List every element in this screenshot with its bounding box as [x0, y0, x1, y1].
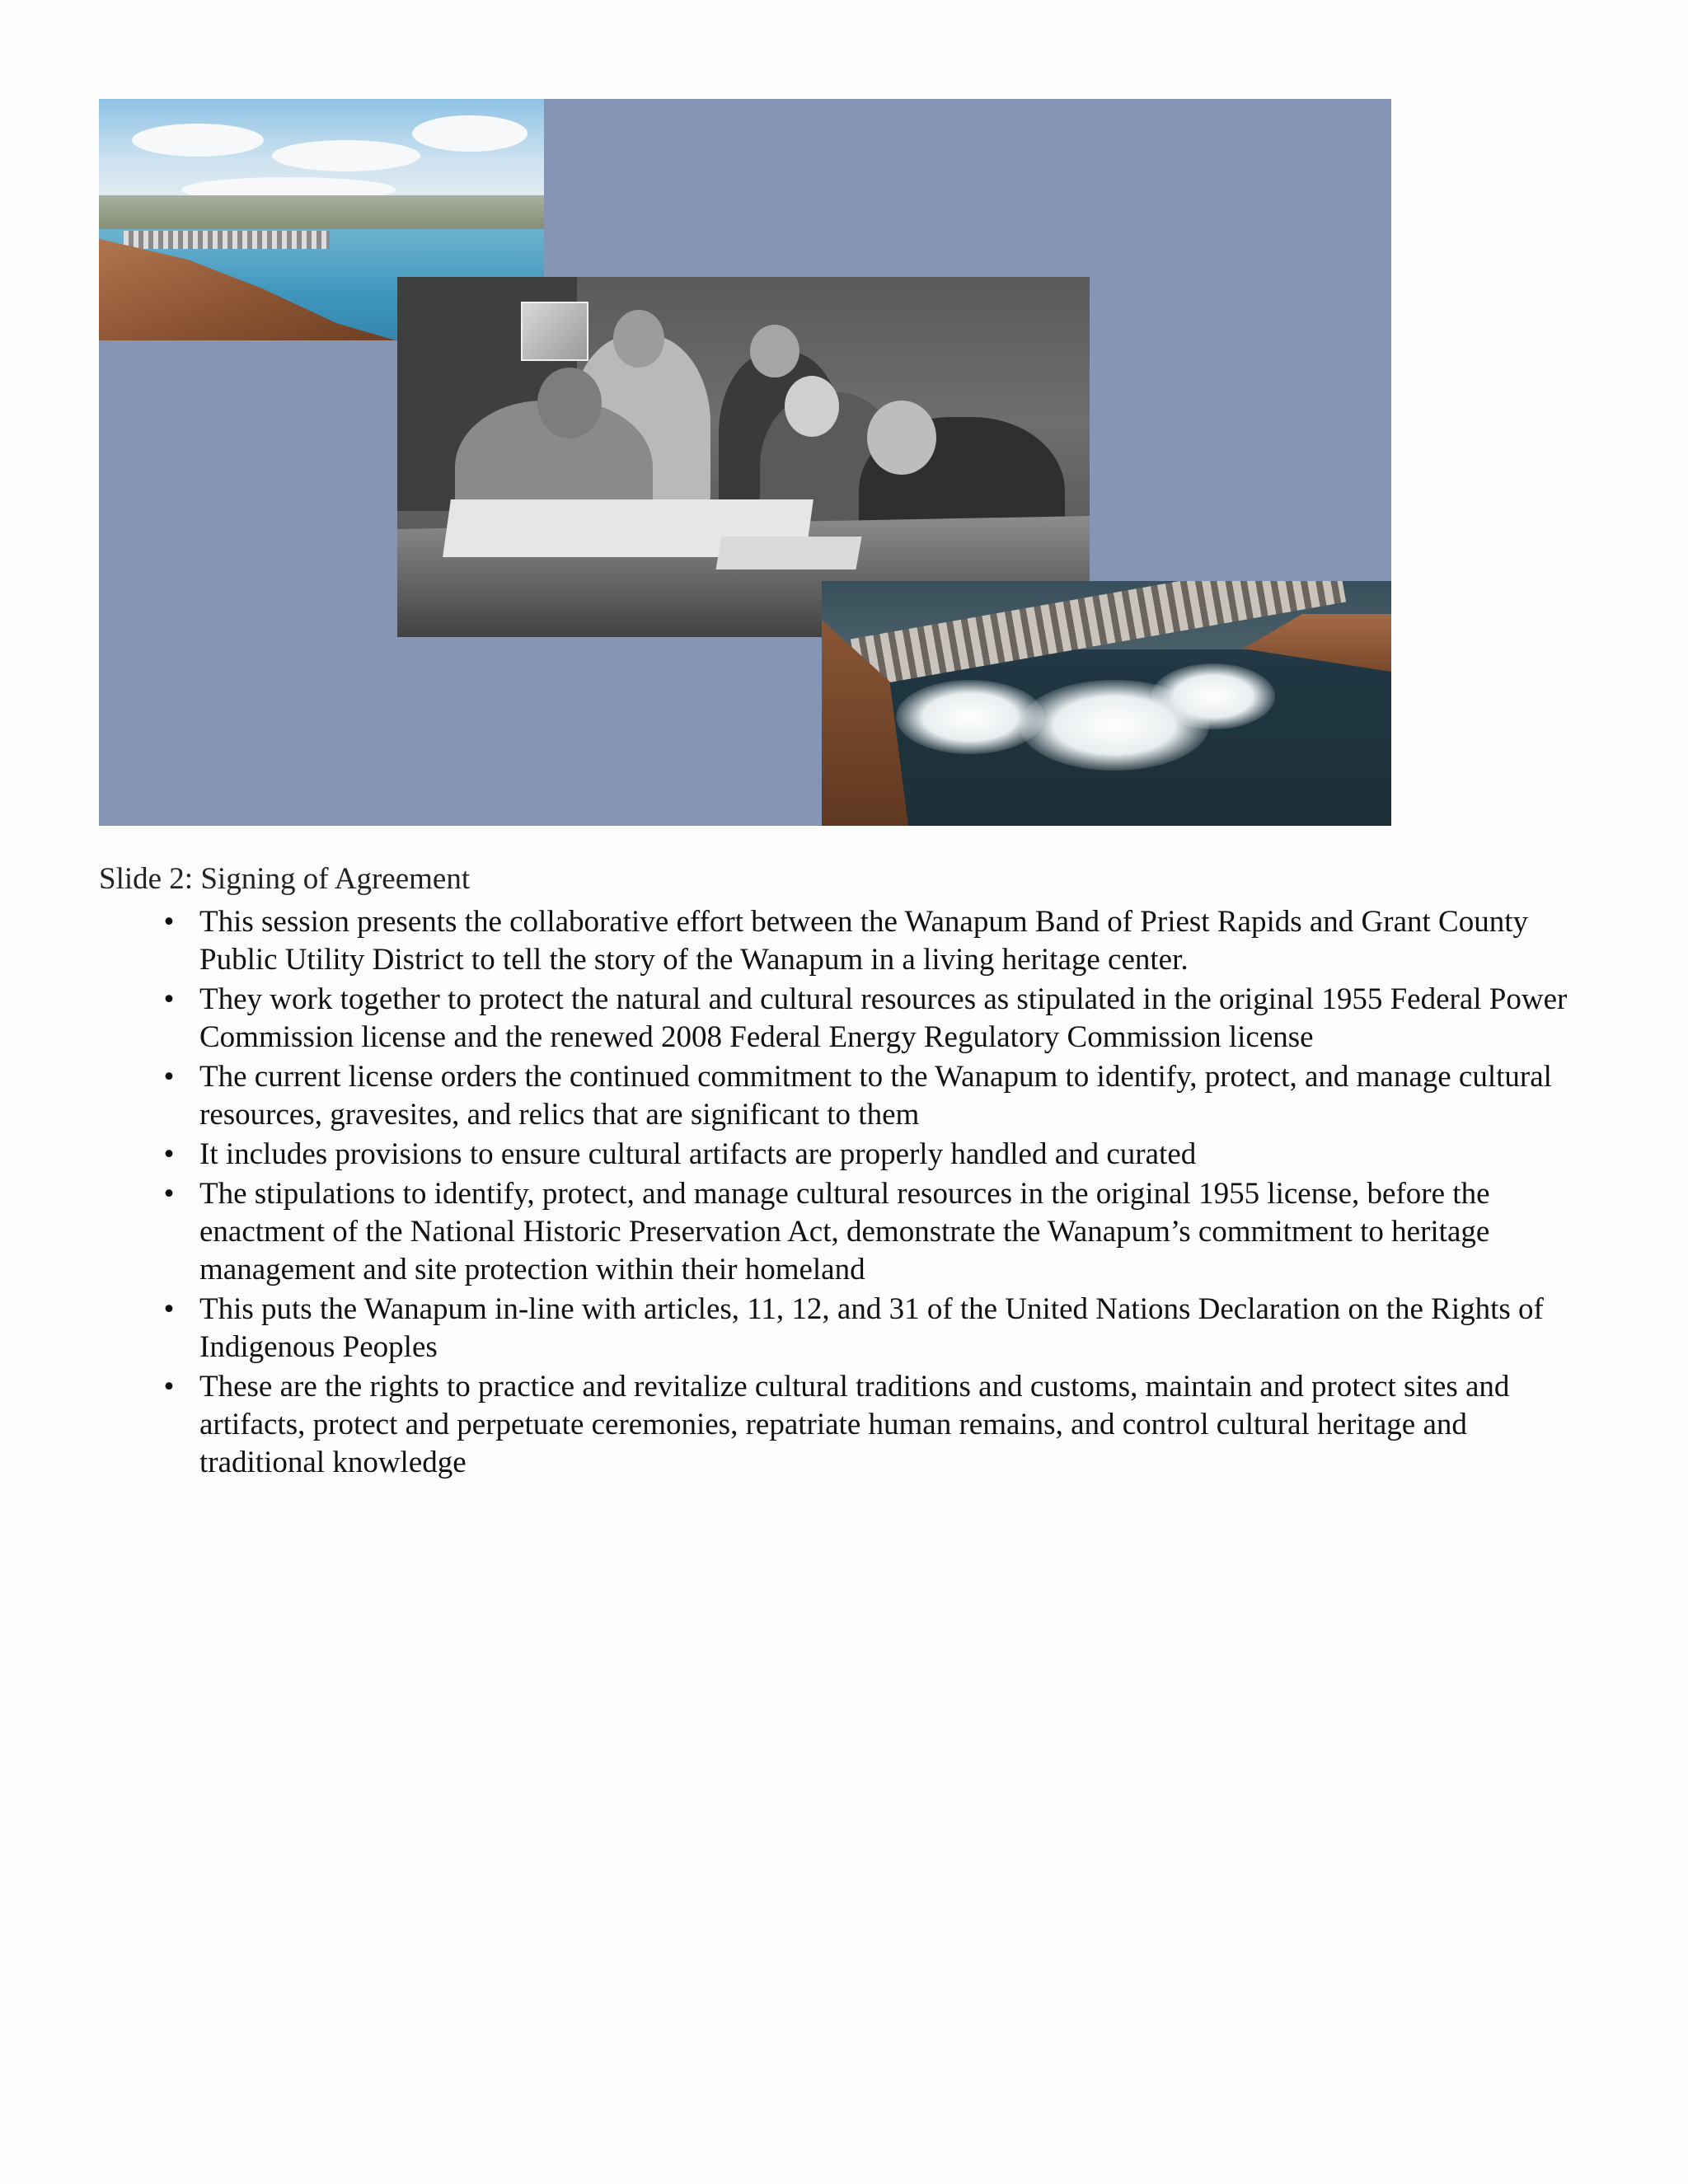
bullet-list	[99, 903, 1582, 1483]
head	[785, 376, 839, 437]
list-item-text: These are the rights to practice and revitalize cultural traditions and customs, maintain and protect sites and artifacts, protect and perpetuate ceremonies, repatriate human remains, and control cultural heritage and traditional knowledge	[199, 1370, 1510, 1479]
bullet-marker: •	[163, 905, 175, 939]
document-on-table	[715, 537, 861, 569]
cloud	[272, 140, 420, 171]
cloud	[412, 115, 528, 152]
bullet-marker: •	[163, 1137, 175, 1171]
bullet-marker: •	[163, 982, 175, 1016]
head	[750, 325, 799, 377]
list-item	[99, 1291, 1582, 1366]
head	[867, 401, 936, 475]
list-item-text: The stipulations to identify, protect, and manage cultural resources in the original 1955 license, before the enactment of the National Historic Preservation Act, demonstrate the Wanapum’s commitment to heritage management and site protection within their homeland	[199, 1177, 1490, 1286]
bullet-marker: •	[163, 1177, 175, 1211]
dam-spillway-photo	[822, 581, 1391, 826]
cloud	[132, 124, 264, 157]
bullet-marker: •	[163, 1060, 175, 1094]
list-item-text: This puts the Wanapum in-line with articles, 11, 12, and 31 of the United Nations Declaration on the Rights of Indigenous Peoples	[199, 1292, 1544, 1364]
list-item	[99, 1175, 1582, 1289]
hills	[99, 195, 544, 234]
list-item-text: It includes provisions to ensure cultural artifacts are properly handled and curated	[199, 1137, 1197, 1171]
list-item	[99, 981, 1582, 1057]
distant-dam	[124, 231, 330, 249]
wall-poster	[521, 302, 588, 361]
list-item	[99, 1368, 1582, 1482]
list-item-text: They work together to protect the natural and cultural resources as stipulated in the original 1955 Federal Power Commission license and the renewed 2008 Federal Energy Regulatory Commission license	[199, 982, 1568, 1054]
bullet-marker: •	[163, 1370, 175, 1404]
list-item	[99, 903, 1582, 979]
list-item	[99, 1136, 1582, 1174]
list-item	[99, 1058, 1582, 1134]
list-item-text: The current license orders the continued commitment to the Wanapum to identify, protect, and manage cultural resources, gravesites, and relics that are significant to them	[199, 1060, 1552, 1132]
spillway-spray	[1151, 663, 1275, 729]
head	[613, 310, 664, 368]
bullet-marker: •	[163, 1292, 175, 1326]
slide-caption: Slide 2: Signing of Agreement	[99, 862, 471, 896]
slide-image	[99, 99, 1391, 826]
list-item-text: This session presents the collaborative effort between the Wanapum Band of Priest Rapids and Grant County Public Utility District to tell the story of the Wanapum in a living heritage center.	[199, 905, 1528, 977]
head	[537, 368, 602, 438]
